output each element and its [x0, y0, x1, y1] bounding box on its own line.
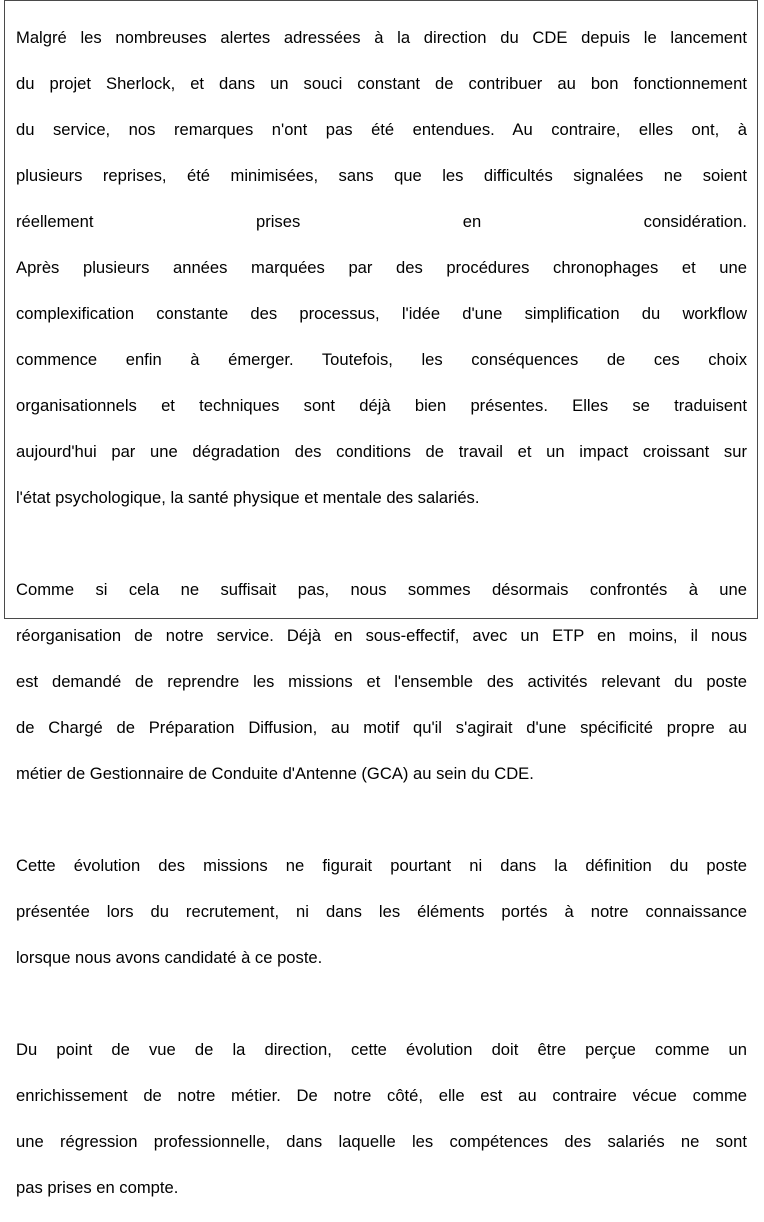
text-line: Du point de vue de la direction, cette évolution doit être perçue comme un [16, 1040, 747, 1059]
text-line: métier de Gestionnaire de Conduite d'Antenne (GCA) au sein du CDE. [16, 764, 534, 783]
text-line: enrichissement de notre métier. De notre côté, elle est au contraire vécue comme [16, 1086, 747, 1105]
paragraph-2 [16, 555, 747, 808]
text-line: réellement prises en considération. [16, 212, 747, 231]
text-line: Malgré les nombreuses alertes adressées à la direction du CDE depuis le lancement [16, 28, 747, 47]
text-line: de Chargé de Préparation Diffusion, au motif qu'il s'agirait d'une spécificité propre au [16, 718, 747, 737]
text-line: complexification constante des processus, l'idée d'une simplification du workflow [16, 304, 747, 323]
text-line: Après plusieurs années marquées par des procédures chronophages et une [16, 258, 747, 277]
document-frame [4, 0, 758, 1197]
text-line: présentée lors du recrutement, ni dans les éléments portés à notre connaissance [16, 902, 747, 921]
text-line: pas prises en compte. [16, 1178, 179, 1197]
paragraph-3 [16, 831, 747, 992]
text-line: réorganisation de notre service. Déjà en sous-effectif, avec un ETP en moins, il nous [16, 626, 747, 645]
text-line: Comme si cela ne suffisait pas, nous sommes désormais confrontés à une [16, 580, 747, 599]
text-line: aujourd'hui par une dégradation des conditions de travail et un impact croissant sur [16, 442, 747, 461]
text-line: organisationnels et techniques sont déjà bien présentes. Elles se traduisent [16, 396, 747, 415]
text-line: commence enfin à émerger. Toutefois, les conséquences de ces choix [16, 350, 747, 369]
paragraph-4 [16, 1015, 747, 1222]
text-line: est demandé de reprendre les missions et l'ensemble des activités relevant du poste [16, 672, 747, 691]
text-line: Cette évolution des missions ne figurait pourtant ni dans la définition du poste [16, 856, 747, 875]
text-line: l'état psychologique, la santé physique et mentale des salariés. [16, 488, 480, 507]
paragraph-1 [16, 3, 747, 532]
text-line: du projet Sherlock, et dans un souci constant de contribuer au bon fonctionnement [16, 74, 747, 93]
text-line: une régression professionnelle, dans laquelle les compétences des salariés ne sont [16, 1132, 747, 1151]
text-line: du service, nos remarques n'ont pas été entendues. Au contraire, elles ont, à [16, 120, 747, 139]
text-line: lorsque nous avons candidaté à ce poste. [16, 948, 323, 967]
text-line: plusieurs reprises, été minimisées, sans que les difficultés signalées ne soient [16, 166, 747, 185]
